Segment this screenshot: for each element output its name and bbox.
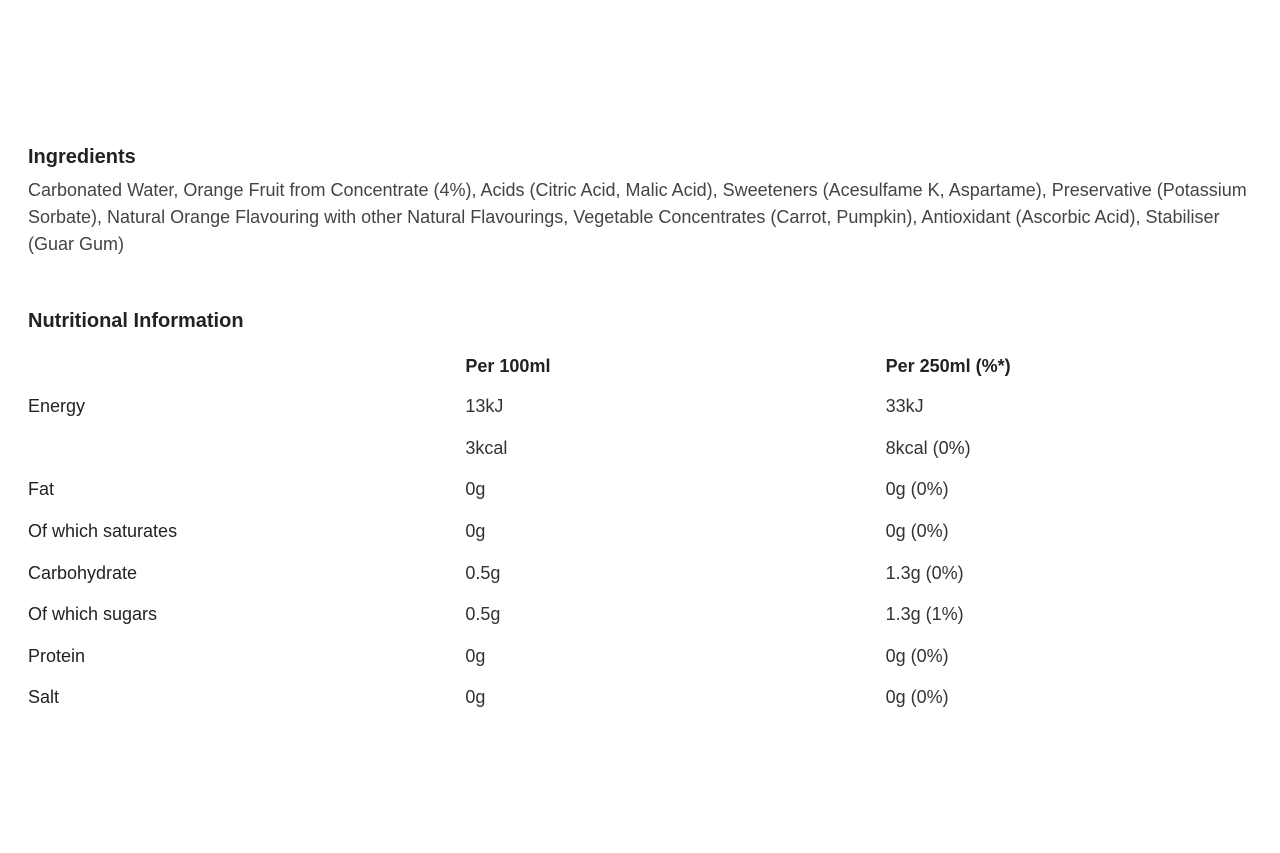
- table-row: [28, 636, 1264, 678]
- value-per-250ml: 8kcal (0%): [885, 437, 971, 458]
- value-per-250ml: 1.3g (1%): [885, 604, 964, 625]
- ingredients-heading: Ingredients: [28, 146, 136, 168]
- ingredients-text: Carbonated Water, Orange Fruit from Concentrate (4%), Acids (Citric Acid, Malic Acid), Sweeteners (Acesulfame K, Aspartame), Preservative (Potassium Sorbate), Natural Orange Flavouring with other Natural Flavourings, Vegetable Concentrates (Carrot, Pumpkin), Antioxidant (Ascorbic Acid), Stabiliser (Guar Gum): [28, 180, 1247, 254]
- table-row: [28, 594, 1264, 636]
- product-info: [28, 144, 1264, 719]
- nutrition-heading: Nutritional Information: [28, 310, 244, 332]
- row-label: Energy: [28, 396, 86, 417]
- header-label: [28, 346, 465, 386]
- nutrition-table: [28, 346, 1264, 719]
- row-label: Protein: [28, 645, 86, 666]
- row-label: Salt: [28, 687, 60, 708]
- value-per-250ml: 0g (0%): [885, 645, 949, 666]
- value-per-250ml: 0g (0%): [885, 479, 949, 500]
- table-row: [28, 469, 1264, 511]
- row-label: Of which saturates: [28, 521, 178, 542]
- header-per-100ml: Per 100ml: [465, 355, 551, 376]
- row-label: [28, 428, 465, 470]
- table-row: [28, 511, 1264, 553]
- value-per-100ml: 0g: [465, 645, 486, 666]
- row-label: Carbohydrate: [28, 562, 138, 583]
- value-per-100ml: 13kJ: [465, 396, 504, 417]
- value-per-100ml: 3kcal: [465, 437, 508, 458]
- nutrition-header-row: [28, 346, 1264, 386]
- table-row: [28, 552, 1264, 594]
- header-per-250ml: Per 250ml (%*): [885, 355, 1011, 376]
- value-per-250ml: 0g (0%): [885, 687, 949, 708]
- table-row: [28, 386, 1264, 428]
- value-per-250ml: 33kJ: [885, 396, 924, 417]
- value-per-100ml: 0g: [465, 479, 486, 500]
- row-label: Of which sugars: [28, 604, 158, 625]
- value-per-100ml: 0.5g: [465, 562, 501, 583]
- value-per-100ml: 0g: [465, 521, 486, 542]
- value-per-250ml: 0g (0%): [885, 521, 949, 542]
- value-per-100ml: 0.5g: [465, 604, 501, 625]
- value-per-100ml: 0g: [465, 687, 486, 708]
- value-per-250ml: 1.3g (0%): [885, 562, 964, 583]
- table-row: [28, 677, 1264, 719]
- table-row: [28, 428, 1264, 470]
- row-label: Fat: [28, 479, 55, 500]
